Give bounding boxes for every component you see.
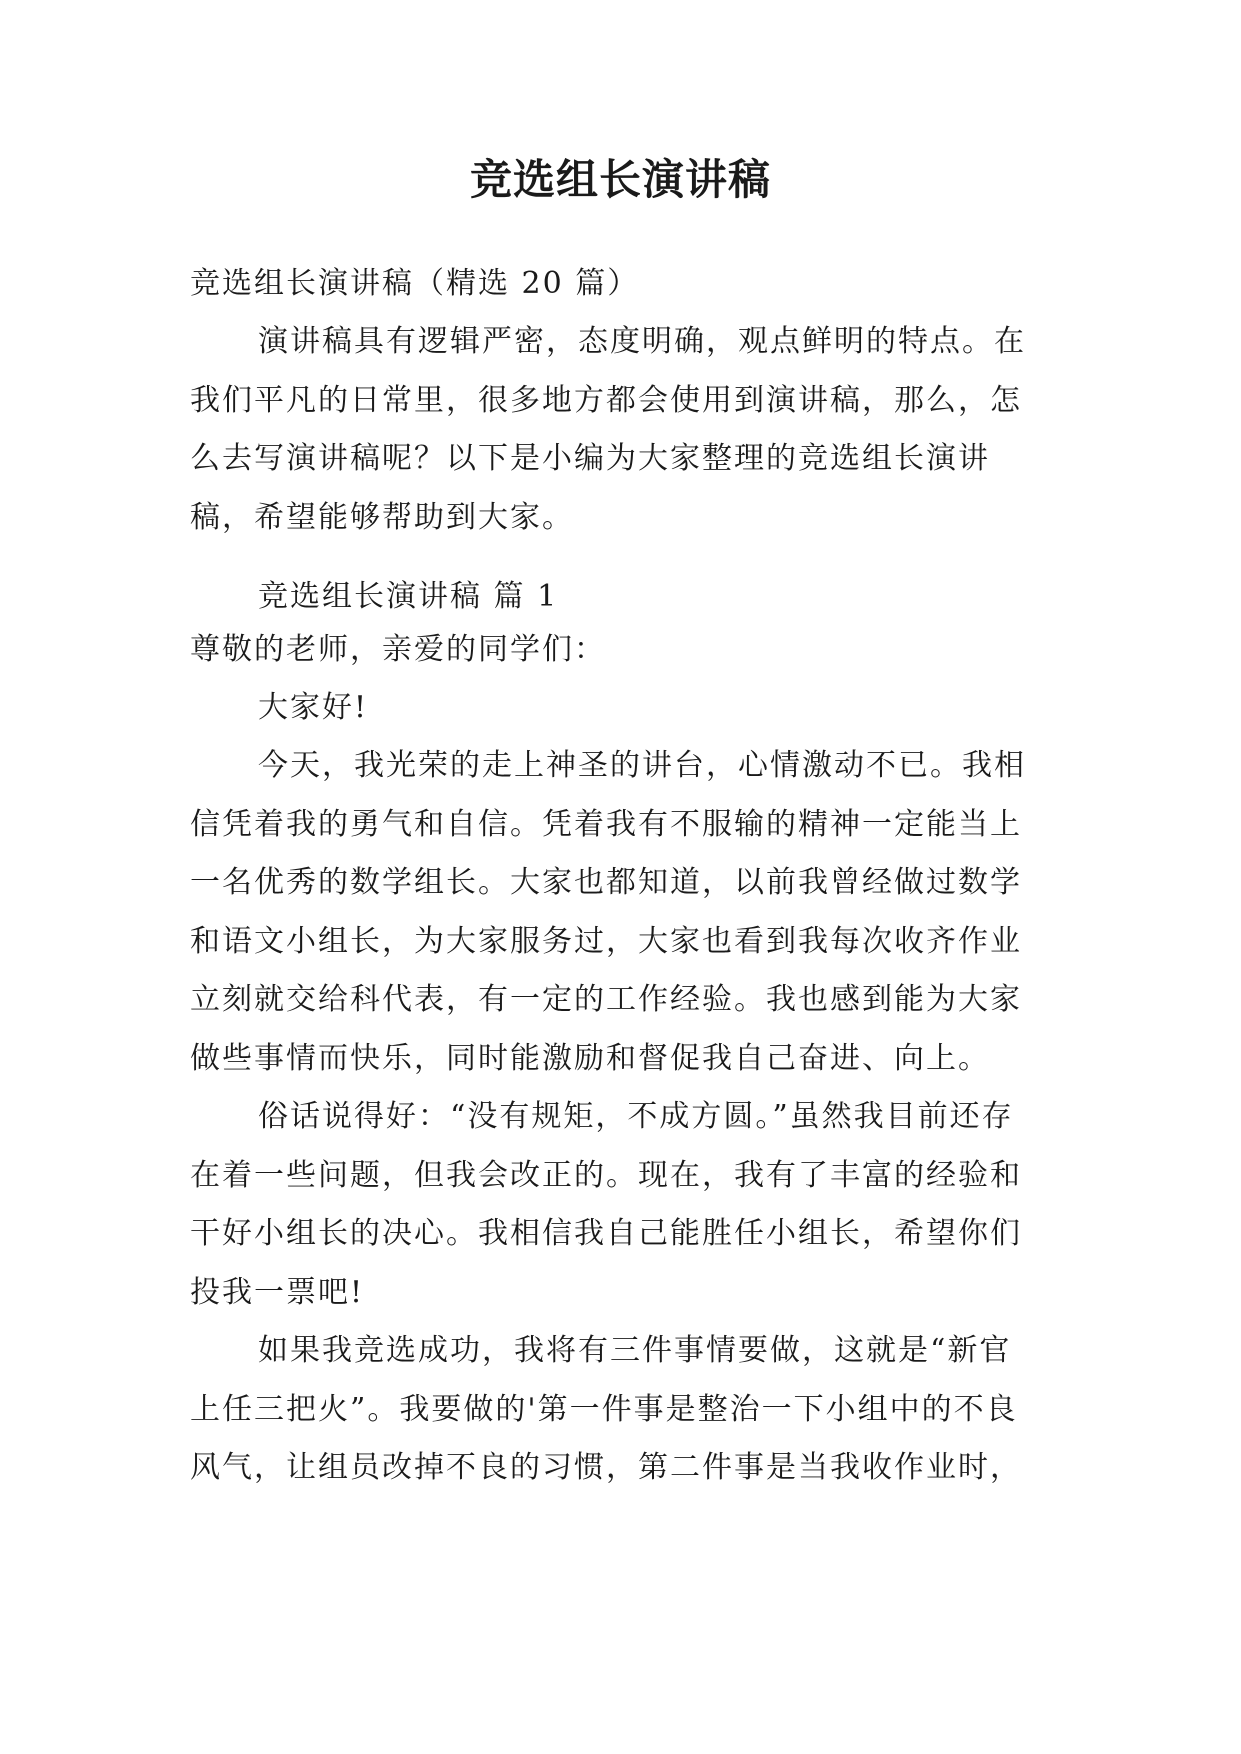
paragraph-line: 风气，让组员改掉不良的习惯，第二件事是当我收作业时， [190, 1450, 1022, 1486]
paragraph-line: 投我一票吧! [190, 1274, 365, 1310]
paragraph-2 [190, 1088, 1060, 1322]
intro-line: 我们平凡的日常里，很多地方都会使用到演讲稿，那么，怎 [190, 382, 1022, 418]
paragraph-line: 上任三把火”。我要做的'第一件事是整治一下小组中的不良 [190, 1391, 1018, 1427]
paragraph-line: 一名优秀的数学组长。大家也都知道，以前我曾经做过数学 [190, 865, 1022, 901]
paragraph-line: 今天，我光荣的走上神圣的讲台，心情激动不已。我相 [258, 748, 1026, 783]
intro-line: 么去写演讲稿呢？以下是小编为大家整理的竞选组长演讲 [190, 441, 990, 477]
paragraph-line: 俗话说得好：“没有规矩，不成方圆。”虽然我目前还存 [258, 1099, 1014, 1134]
paragraph-line: 干好小组长的决心。我相信我自己能胜任小组长，希望你们 [190, 1216, 1022, 1252]
section-heading-line: 竞选组长演讲稿 篇 1 [258, 579, 559, 614]
paragraph-1 [190, 737, 1060, 1089]
greeting-line: 大家好! [258, 690, 369, 725]
section-heading [190, 568, 1060, 627]
intro-paragraph [190, 313, 1060, 547]
paragraph-line: 在着一些问题，但我会改正的。现在，我有了丰富的经验和 [190, 1157, 1022, 1193]
paragraph-line: 立刻就交给科代表，有一定的工作经验。我也感到能为大家 [190, 982, 1022, 1018]
intro-line: 稿，希望能够帮助到大家。 [190, 499, 574, 535]
document-subtitle [190, 255, 1060, 314]
paragraph-line: 做些事情而快乐，同时能激励和督促我自己奋进、向上。 [190, 1040, 990, 1076]
salutation-line: 尊敬的老师，亲爱的同学们： [190, 632, 606, 667]
paragraph-line: 和语文小组长，为大家服务过，大家也看到我每次收齐作业 [190, 923, 1022, 959]
salutation [190, 621, 1060, 680]
document-title: 竞选组长演讲稿 [469, 155, 771, 204]
paragraph-line: 信凭着我的勇气和自信。凭着我有不服输的精神一定能当上 [190, 806, 1022, 842]
subtitle-line: 竞选组长演讲稿（精选 20 篇） [190, 266, 640, 301]
paragraph-line: 如果我竞选成功，我将有三件事情要做，这就是“新官 [258, 1333, 1012, 1368]
greeting [190, 679, 1060, 738]
intro-line: 演讲稿具有逻辑严密，态度明确，观点鲜明的特点。在 [258, 324, 1026, 359]
paragraph-3 [190, 1322, 1060, 1498]
